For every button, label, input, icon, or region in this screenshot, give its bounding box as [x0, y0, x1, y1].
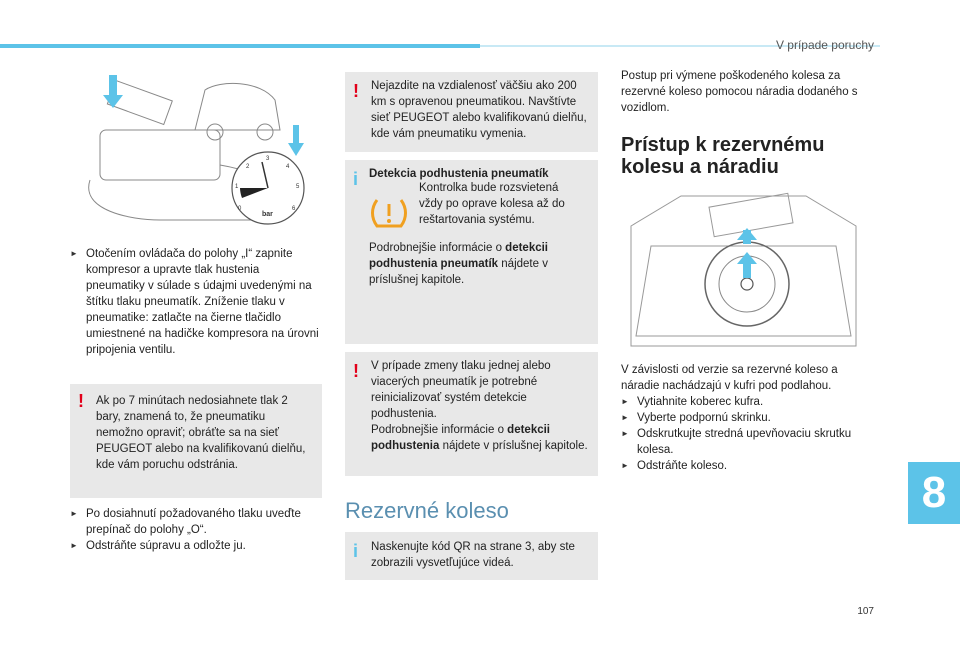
warning-icon: ! [353, 361, 359, 381]
info-box-qr [345, 532, 598, 580]
gauge-tick-5: 5 [296, 184, 300, 190]
col3-location: V závislosti od verzie sa rezervné koleso a náradie nachádzajú v kufri pod podlahou. [621, 364, 838, 392]
col1-bullet-3: ► Odstráňte súpravu a odložte ju. [70, 538, 320, 554]
step-item: ► Vyberte podpornú skrinku. [621, 410, 871, 426]
reinit-text: V prípade zmeny tlaku jednej alebo viacerých pneumatík je potrebné reinicializovať systém detekcie podhustenia. [371, 360, 551, 420]
col3-intro: Postup pri výmene poškodeného kolesa za rezervné koleso pomocou náradia dodaného s vozidlom. [621, 70, 858, 114]
detection-more: Podrobnejšie informácie o detekcii podhustenia pneumatík nájdete v príslušnej kapitole. [369, 242, 548, 286]
warning-icon: ! [353, 81, 359, 101]
chapter-tab: 8 [908, 462, 960, 524]
gauge-unit-label: bar [262, 211, 273, 218]
gauge-tick-6: 6 [292, 206, 296, 212]
warning-text-distance: Nejazdite na vzdialenosť väčšiu ako 200 km s opravenou pneumatikou. Navštívte sieť PEUGEOT alebo kvalifikovanú dielňu, kde vám pneumatiku vymenia. [371, 80, 587, 140]
warning-box-reinit [345, 352, 598, 476]
access-heading: Prístup k rezervnému kolesu a náradiu [621, 134, 825, 178]
reinit-more: Podrobnejšie informácie o detekcii podhustenia nájdete v príslušnej kapitole. [371, 424, 588, 452]
warning-box-pressure [70, 384, 322, 498]
detection-title: Detekcia podhustenia pneumatík [369, 168, 549, 180]
info-icon: i [353, 169, 359, 189]
step-item: ► Odskrutkujte stredná upevňovaciu skrutku kolesa. [621, 426, 871, 458]
info-box-detection [345, 160, 598, 344]
warning-box-distance [345, 72, 598, 152]
spare-wheel-heading: Rezervné koleso [345, 498, 509, 523]
step-item: ► Odstráňte koleso. [621, 458, 871, 474]
gauge-tick-4: 4 [286, 164, 290, 170]
gauge-tick-2: 2 [246, 164, 250, 170]
page-number: 107 [857, 606, 874, 617]
col3-steps [621, 394, 871, 474]
gauge-tick-1: 1 [235, 184, 239, 190]
info-icon: i [353, 541, 359, 561]
qr-info-text: Naskenujte kód QR na strane 3, aby ste zobrazili vysvetľujúce videá. [371, 541, 575, 569]
gauge-tick-0: 0 [238, 206, 242, 212]
top-accent-bar [0, 44, 480, 48]
col1-bullet-2: ► Po dosiahnutí požadovaného tlaku uveďte prepínač do polohy „O“. [70, 506, 320, 538]
col1-bullet-1: ► Otočením ovládača do polohy „I“ zapnite kompresor a upravte tlak hustenia pneumatiky v súlade s údajmi uvedenými na štítku tlaku pneumatík. Zníženie tlaku v pneumatike: zatlačte na čierne tlačidlo umiestnené na hadičke kompresora na úrovni pripojenia ventilu. [70, 246, 320, 358]
tyre-pressure-warning-icon [369, 196, 409, 237]
section-header: V prípade poruchy [775, 38, 874, 52]
col1-bullets-2 [70, 506, 320, 554]
step-item: ► Vytiahnite koberec kufra. [621, 394, 871, 410]
spare-wheel-illustration [621, 186, 866, 350]
compressor-illustration [70, 70, 322, 236]
detection-text: Kontrolka bude rozsvietená vždy po oprave kolesa až do reštartovania systému. [419, 182, 565, 226]
gauge-tick-3: 3 [266, 156, 270, 162]
warning-text-pressure: Ak po 7 minútach nedosiahnete tlak 2 bary, znamená to, že pneumatiku nemožno opraviť; obráťte sa na sieť PEUGEOT alebo na kvalifikovanú dielňu, kde vám poruchu odstránia. [96, 395, 306, 471]
warning-icon: ! [78, 391, 84, 411]
